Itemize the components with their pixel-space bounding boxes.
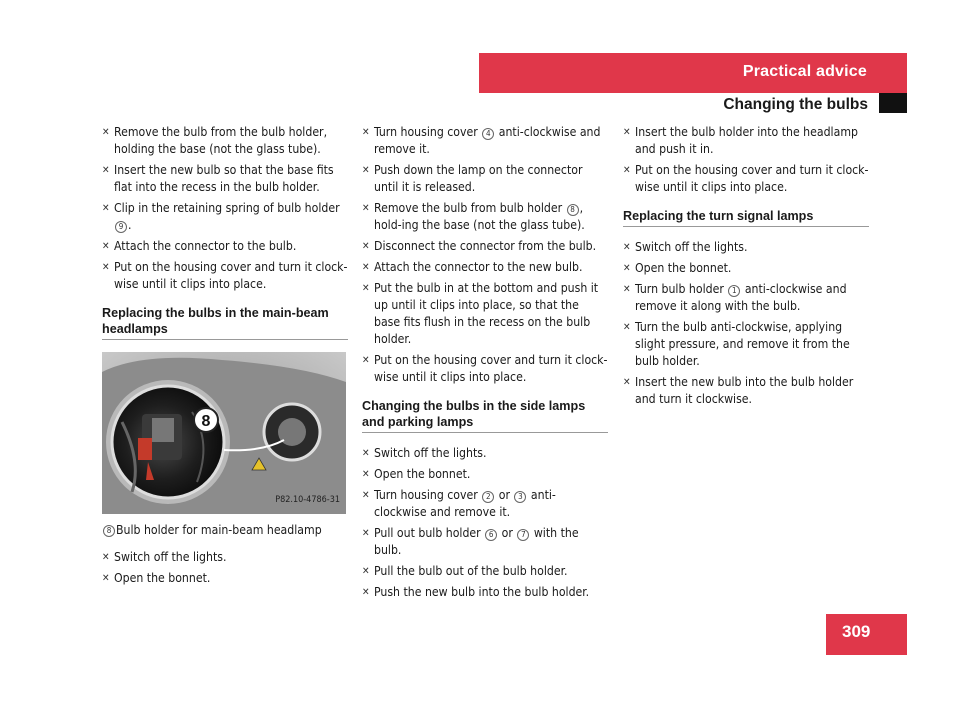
step-item: ✕ Turn the bulb anti-clockwise, applying slight pressure, and remove it from the bulb holder.: [623, 320, 850, 368]
arrow-right-icon: ✕: [362, 355, 370, 366]
step-item: ✕ Switch off the lights.: [623, 240, 748, 254]
arrow-right-icon: ✕: [102, 203, 110, 214]
column-2: [362, 124, 608, 605]
reference-number: 3: [514, 491, 526, 503]
step-item: ✕ Attach the connector to the bulb.: [102, 239, 297, 253]
arrow-right-icon: ✕: [102, 262, 110, 273]
step-item: ✕ Open the bonnet.: [102, 571, 211, 585]
arrow-right-icon: ✕: [362, 490, 370, 501]
arrow-right-icon: ✕: [362, 566, 370, 577]
step-item: ✕ Turn housing cover 2 or 3 anti-clockwise and remove it.: [362, 488, 556, 519]
reference-number: 6: [485, 529, 497, 541]
arrow-right-icon: ✕: [623, 165, 631, 176]
arrow-right-icon: ✕: [623, 242, 631, 253]
reference-number: 8: [103, 525, 115, 537]
step-item: ✕ Pull the bulb out of the bulb holder.: [362, 564, 568, 578]
step-item: ✕ Push the new bulb into the bulb holder.: [362, 585, 590, 599]
arrow-right-icon: ✕: [102, 241, 110, 252]
page-number: 309: [842, 622, 871, 641]
step-item: ✕ Put on the housing cover and turn it clock-wise until it clips into place.: [623, 163, 869, 194]
reference-number: 1: [728, 285, 740, 297]
section-title: Practical advice: [742, 63, 867, 80]
arrow-right-icon: ✕: [102, 552, 110, 563]
step-item: ✕ Remove the bulb from bulb holder 8 , hold-ing the base (not the glass tube).: [362, 201, 585, 232]
reference-number: 9: [115, 221, 127, 233]
step-item: ✕ Put on the housing cover and turn it clock-wise until it clips into place.: [362, 353, 608, 384]
arrow-right-icon: ✕: [623, 263, 631, 274]
arrow-right-icon: ✕: [362, 262, 370, 273]
step-item: ✕ Switch off the lights.: [102, 550, 227, 564]
reference-number: 8: [567, 204, 579, 216]
step-item: ✕ Clip in the retaining spring of bulb holder 9 .: [102, 201, 340, 232]
arrow-right-icon: ✕: [362, 528, 370, 539]
arrow-right-icon: ✕: [362, 165, 370, 176]
reference-number: 2: [482, 491, 494, 503]
arrow-right-icon: ✕: [623, 284, 631, 295]
headlamp-illustration: [102, 352, 346, 514]
step-item: ✕ Open the bonnet.: [623, 261, 732, 275]
arrow-right-icon: ✕: [623, 322, 631, 333]
photo-code: P82.10-4786-31: [275, 495, 340, 505]
subsection-title: Changing the bulbs: [723, 96, 868, 113]
column-3: [623, 124, 869, 412]
section-heading: Changing the bulbs in the side lamps and parking lamps: [362, 398, 608, 433]
arrow-right-icon: ✕: [102, 573, 110, 584]
section-tab-marker: [879, 93, 907, 113]
photo-callout-number: 8: [201, 413, 211, 430]
step-item: ✕ Open the bonnet.: [362, 467, 471, 481]
arrow-right-icon: ✕: [362, 469, 370, 480]
step-item: ✕ Switch off the lights.: [362, 446, 487, 460]
arrow-right-icon: ✕: [362, 127, 370, 138]
arrow-right-icon: ✕: [362, 448, 370, 459]
arrow-right-icon: ✕: [362, 283, 370, 294]
section-heading: Replacing the bulbs in the main-beam headlamps: [102, 305, 348, 340]
arrow-right-icon: ✕: [623, 377, 631, 388]
step-item: ✕ Disconnect the connector from the bulb.: [362, 239, 597, 253]
reference-number: 4: [482, 128, 494, 140]
step-item: ✕ Attach the connector to the new bulb.: [362, 260, 583, 274]
section-heading: Replacing the turn signal lamps: [623, 208, 869, 227]
arrow-right-icon: ✕: [623, 127, 631, 138]
arrow-right-icon: ✕: [102, 165, 110, 176]
step-item: ✕ Insert the new bulb into the bulb holder and turn it clockwise.: [623, 375, 854, 406]
arrow-right-icon: ✕: [362, 241, 370, 252]
step-item: ✕ Insert the bulb holder into the headlamp and push it in.: [623, 125, 858, 156]
arrow-right-icon: ✕: [362, 203, 370, 214]
step-item: ✕ Turn housing cover 4 anti-clockwise and remove it.: [362, 125, 601, 156]
arrow-right-icon: ✕: [102, 127, 110, 138]
step-item: ✕ Push down the lamp on the connector until it is released.: [362, 163, 583, 194]
step-item: ✕ Insert the new bulb so that the base fits flat into the recess in the bulb holder.: [102, 163, 334, 194]
step-item: ✕ Remove the bulb from the bulb holder, holding the base (not the glass tube).: [102, 125, 328, 156]
headlamp-photo: [102, 352, 346, 514]
figure-caption: 8 Bulb holder for main-beam headlamp: [102, 522, 348, 539]
step-item: ✕ Pull out bulb holder 6 or 7 with the bulb.: [362, 526, 579, 557]
column-1: [102, 124, 348, 591]
step-item: ✕ Turn bulb holder 1 anti-clockwise and remove it along with the bulb.: [623, 282, 847, 313]
reference-number: 7: [517, 529, 529, 541]
section-header: [479, 53, 907, 93]
arrow-right-icon: ✕: [362, 587, 370, 598]
step-item: ✕ Put the bulb in at the bottom and push it up until it clips into place, so that the base fits flush in the recess on the bulb holder.: [362, 281, 599, 346]
step-item: ✕ Put on the housing cover and turn it clock-wise until it clips into place.: [102, 260, 348, 291]
page-number-box: [826, 614, 907, 655]
